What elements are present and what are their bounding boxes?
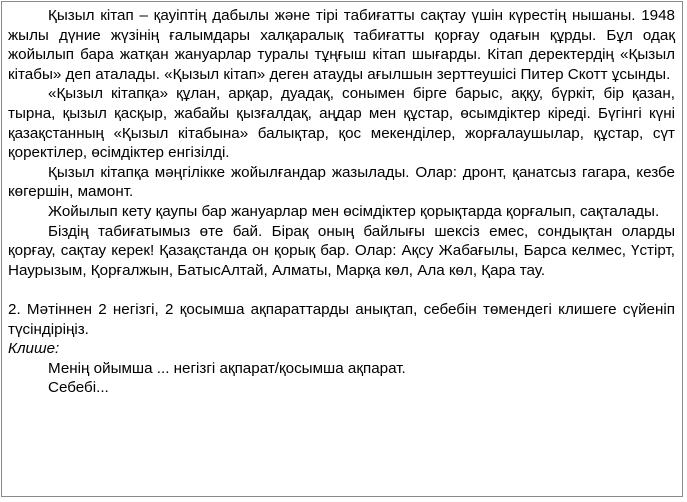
task-question: 2. Мәтіннен 2 негізгі, 2 қосымша ақпараттарды анықтап, себебін төмендегі клишеге сүйеніп түсіндіріңіз. bbox=[8, 300, 675, 338]
blank-line bbox=[8, 280, 675, 300]
paragraph-reserves-protection: Жойылып кету қаупы бар жануарлар мен өсімдіктер қорықтарда қорғалып, сақталады. bbox=[48, 202, 660, 220]
paragraph-kazakhstan-reserves: Біздің табиғатымыз өте бай. Бірақ оның байлығы шексіз емес, сондықтан оларды қорғау, сақтау керек! Қазақстанда он қорық бар. Олар: Ақсу Жабағылы, Барса келмес, Үстірт, Наурызым, Қорғалжын, БатысАлтай, Алматы, Марқа көл, Ала көл, Қара тау. bbox=[8, 222, 675, 279]
paragraph-red-book-species: «Қызыл кітапқа» құлан, арқар, дуадақ, сонымен бірге барыс, аққу, бүркіт, бір қазан, тырна, қызыл қасқыр, жабайы қызғалдақ, аңдар мен құстар, өсымдіктер кіреді. Бүгінгі күні қазақстанның «Қызыл кітабына» балықтар, қос мекенділер, жорғалаушылар, құстар, сүт қоректілер, өсімдіктер енгізілді. bbox=[8, 85, 675, 162]
cliche-line-reason: Себебі... bbox=[48, 379, 109, 397]
cliche-line-opinion: Менің ойымша ... негізгі ақпарат/қосымша ақпарат. bbox=[48, 359, 406, 377]
paragraph-extinct-species: Қызыл кітапқа мәңгілікке жойылғандар жазылады. Олар: дронт, қанатсыз гагара, кезбе көгершін, мамонт. bbox=[8, 163, 675, 201]
cliche-label: Клише: bbox=[8, 340, 60, 358]
document-body bbox=[8, 6, 675, 398]
paragraph-red-book-intro: Қызыл кітап – қауіптің дабылы және тірі табиғатты сақтау үшін күрестің нышаны. 1948 жылы дүние жүзінің ғалымдары халқаралық табиғатты қорғау одағын құрды. Бұл одақ жойылып бара жатқан жануарлар туралы тұңғыш кітап шығарды. Кітап деректердің «Қызыл кітабы» деп аталады. «Қызыл кітап» деген атауды ағылшын зерттеушісі Питер Скотт ұсынды. bbox=[8, 7, 675, 83]
